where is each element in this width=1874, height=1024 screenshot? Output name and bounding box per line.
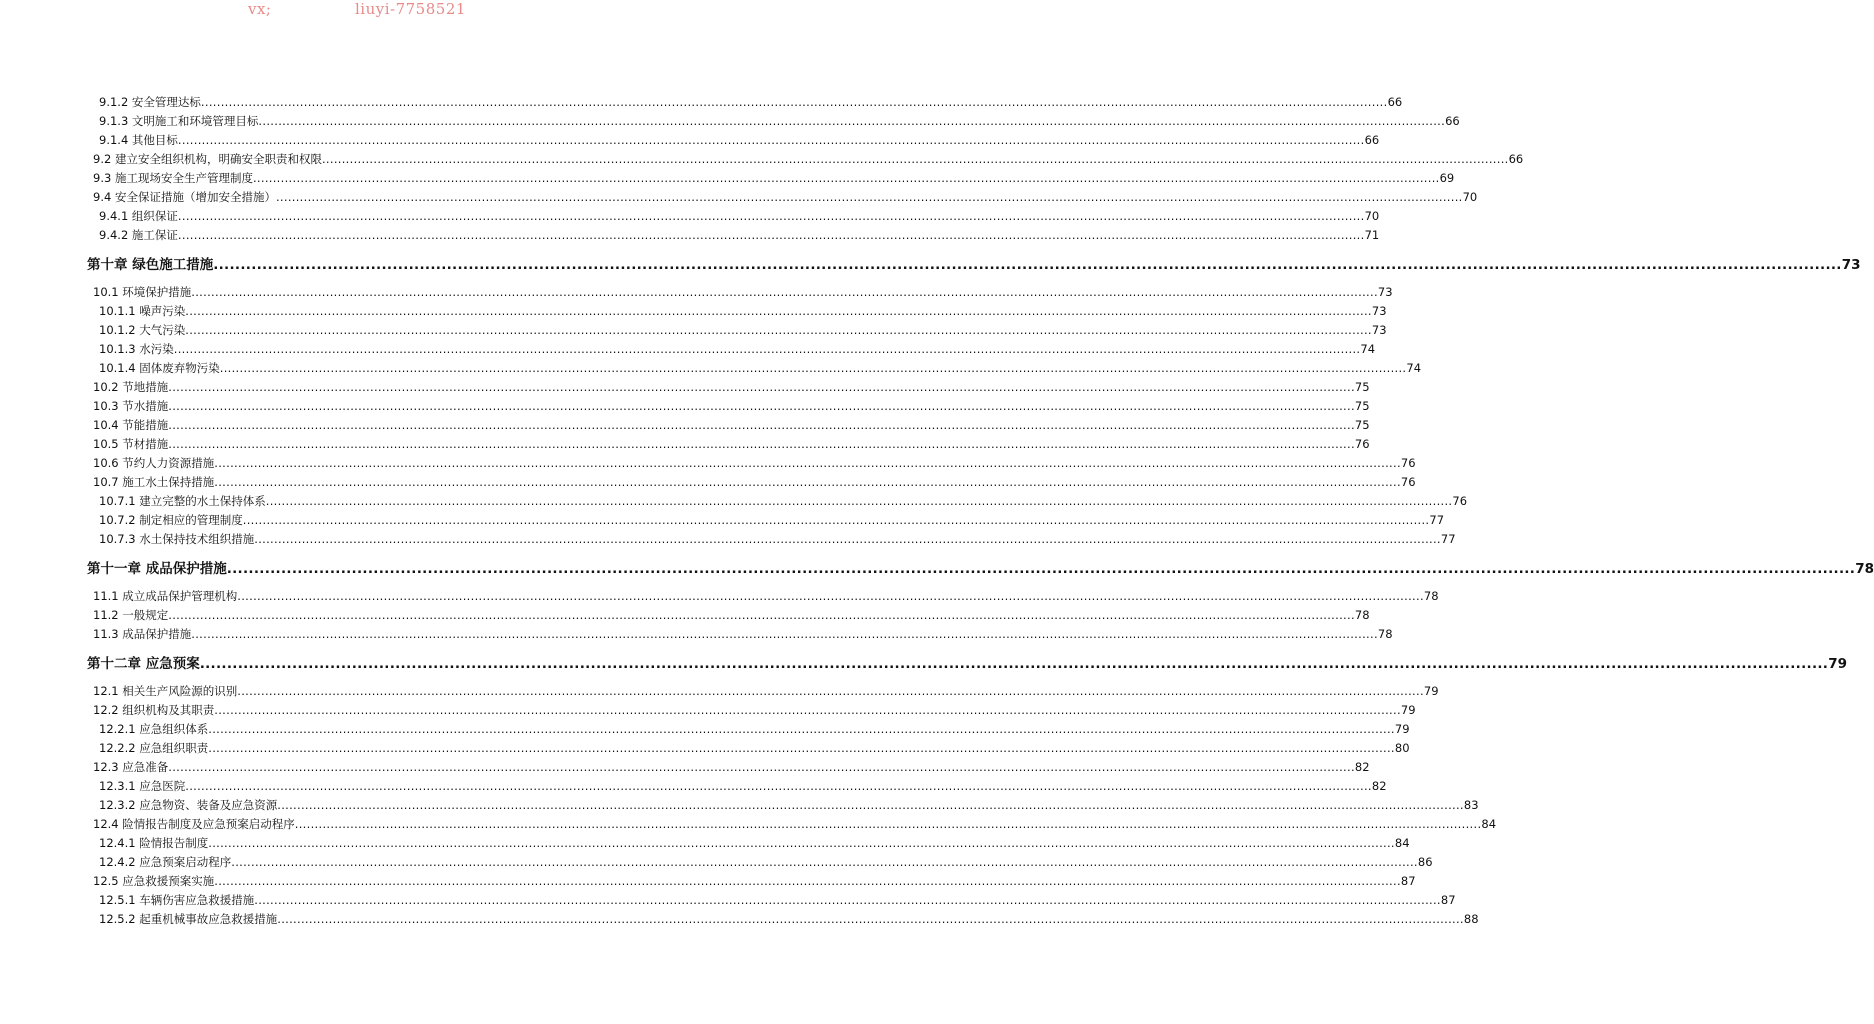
toc-chapter-entry[interactable] [87,255,1861,276]
toc-leader-dots: ............................................................................................................................................................................................................................................................................................................ [168,380,1355,394]
toc-entry-title: 10.4 节能措施 [93,418,169,432]
toc-entry-title: 10.1 环境保护措施 [93,285,192,299]
toc-leader-dots: ............................................................................................................................................................................................................................................................................................................ [294,817,1482,831]
toc-entry[interactable] [93,151,1524,168]
toc-leader-dots: ............................................................................................................................................................................................................................................................................................................ [168,760,1355,774]
toc-entry[interactable] [93,873,1416,890]
toc-entry[interactable] [93,588,1439,605]
toc-entry-title: 10.6 节约人力资源措施 [93,456,215,470]
toc-entry[interactable] [99,94,1403,111]
toc-entry-title: 9.4.1 组织保证 [99,209,178,223]
toc-leader-dots: ............................................................................................................................................................................................................................................................................................................ [168,608,1355,622]
toc-entry-title: 12.3 应急准备 [93,760,169,774]
toc-page-number: 75 [1354,380,1370,394]
toc-page-number: 78 [1377,627,1393,641]
toc-page-number: 77 [1429,513,1445,527]
toc-entry[interactable] [99,778,1387,795]
toc-leader-dots: ............................................................................................................................................................................................................................................................................................................ [237,684,1424,698]
toc-leader-dots: ............................................................................................................................................................................................................................................................................................................ [258,114,1446,128]
toc-entry-title: 10.1.4 固体废弃物污染 [99,361,220,375]
toc-entry[interactable] [93,702,1416,719]
toc-page-number: 78 [1354,608,1370,622]
toc-leader-dots: ............................................................................................................................................................................................................................................................................................................ [214,874,1401,888]
toc-page-number: 66 [1387,95,1403,109]
toc-page-number: 79 [1394,722,1410,736]
toc-leader-dots: ............................................................................................................................................................................................................................................................................................................ [254,532,1441,546]
toc-entry-title: 12.1 相关生产风险源的识别 [93,684,238,698]
toc-page-number: 70 [1364,209,1380,223]
toc-entry[interactable] [99,322,1387,339]
toc-entry[interactable] [99,208,1380,225]
toc-entry[interactable] [93,455,1416,472]
toc-entry[interactable] [99,493,1468,510]
toc-leader-dots: ............................................................................................................................................................................................................................................................................................................ [168,418,1355,432]
toc-page-number: 75 [1354,399,1370,413]
toc-entry-title: 10.2 节地措施 [93,380,169,394]
toc-leader-dots: ............................................................................................................................................................................................................................................................................................................ [177,209,1365,223]
toc-page-number: 88 [1463,912,1479,926]
toc-page-number: 73 [1841,257,1861,273]
toc-leader-dots: ............................................................................................................................................................................................................................................................................................................ [321,152,1509,166]
toc-leader-dots: ............................................................................................................................................................................................................................................................................................................ [191,627,1378,641]
toc-entry[interactable] [93,170,1455,187]
toc-page-number: 77 [1440,532,1456,546]
toc-entry[interactable] [93,626,1393,643]
toc-entry-title: 12.2.1 应急组织体系 [99,722,209,736]
toc-leader-dots: ............................................................................................................................................................................................................................................................................................................ [213,257,1842,273]
toc-entry[interactable] [99,721,1410,738]
toc-entry-title: 12.5.1 车辆伤害应急救援措施 [99,893,255,907]
toc-page-number: 76 [1400,475,1416,489]
toc-entry-title: 12.4 险情报告制度及应急预案启动程序 [93,817,295,831]
watermark-id: liuyi-7758521 [355,0,466,18]
toc-leader-dots: ............................................................................................................................................................................................................................................................................................................ [214,456,1401,470]
toc-page-number: 66 [1508,152,1524,166]
toc-entry[interactable] [99,797,1479,814]
toc-entry-title: 12.4.1 险情报告制度 [99,836,209,850]
toc-chapter-entry[interactable] [87,559,1874,580]
toc-entry[interactable] [93,284,1393,301]
toc-entry-title: 10.1.2 大气污染 [99,323,186,337]
toc-entry[interactable] [93,436,1370,453]
toc-leader-dots: ............................................................................................................................................................................................................................................................................................................ [177,228,1365,242]
toc-entry-title: 9.1.2 安全管理达标 [99,95,201,109]
toc-leader-dots: ............................................................................................................................................................................................................................................................................................................ [199,656,1829,672]
toc-page-number: 71 [1364,228,1380,242]
toc-leader-dots: ............................................................................................................................................................................................................................................................................................................ [208,836,1395,850]
toc-page-number: 76 [1452,494,1468,508]
toc-entry-title: 12.3.2 应急物资、装备及应急资源 [99,798,278,812]
toc-page-number: 78 [1423,589,1439,603]
toc-page-number: 78 [1855,561,1874,577]
toc-entry[interactable] [99,531,1456,548]
toc-entry-title: 12.2.2 应急组织职责 [99,741,209,755]
toc-leader-dots: ............................................................................................................................................................................................................................................................................................................ [168,437,1355,451]
watermark-vx: vx; [248,0,272,18]
toc-leader-dots: ............................................................................................................................................................................................................................................................................................................ [275,190,1463,204]
toc-page-number: 79 [1400,703,1416,717]
toc-leader-dots: ............................................................................................................................................................................................................................................................................................................ [185,323,1372,337]
toc-entry[interactable] [93,683,1439,700]
toc-entry-title: 12.5.2 起重机械事故应急救援措施 [99,912,278,926]
toc-leader-dots: ............................................................................................................................................................................................................................................................................................................ [231,855,1418,869]
toc-entry-title: 9.2 建立安全组织机构，明确安全职责和权限 [93,152,322,166]
toc-entry[interactable] [93,607,1370,624]
toc-entry-title: 12.2 组织机构及其职责 [93,703,215,717]
toc-page-number: 87 [1440,893,1456,907]
toc-leader-dots: ............................................................................................................................................................................................................................................................................................................ [277,798,1464,812]
toc-entry[interactable] [99,892,1456,909]
toc-entry[interactable] [93,474,1416,491]
toc-entry-title: 10.7.2 制定相应的管理制度 [99,513,243,527]
toc-leader-dots: ............................................................................................................................................................................................................................................................................................................ [173,342,1361,356]
toc-entry-title: 10.7.3 水土保持技术组织措施 [99,532,255,546]
toc-entry-title: 9.3 施工现场安全生产管理制度 [93,171,253,185]
toc-leader-dots: ............................................................................................................................................................................................................................................................................................................ [219,361,1407,375]
toc-page-number: 66 [1445,114,1460,128]
toc-entry-title: 10.1.3 水污染 [99,342,174,356]
toc-entry[interactable] [99,854,1433,871]
toc-entry[interactable] [99,132,1380,149]
toc-entry[interactable] [93,398,1370,415]
toc-leader-dots: ............................................................................................................................................................................................................................................................................................................ [252,171,1440,185]
toc-page-number: 76 [1400,456,1416,470]
toc-entry-title: 第十一章 成品保护措施 [87,561,227,577]
toc-page-number: 83 [1463,798,1479,812]
toc-entry-title: 第十章 绿色施工措施 [87,257,214,273]
toc-leader-dots: ............................................................................................................................................................................................................................................................................................................ [191,285,1378,299]
toc-leader-dots: ............................................................................................................................................................................................................................................................................................................ [208,741,1395,755]
toc-entry-title: 10.7.1 建立完整的水土保持体系 [99,494,266,508]
toc-entry[interactable] [99,227,1380,244]
toc-page-number: 84 [1394,836,1410,850]
toc-entry-title: 11.1 成立成品保护管理机构 [93,589,238,603]
toc-leader-dots: ............................................................................................................................................................................................................................................................................................................ [237,589,1424,603]
toc-page-number: 70 [1462,190,1478,204]
toc-page-number: 79 [1828,656,1848,672]
toc-entry[interactable] [99,740,1410,757]
toc-chapter-entry[interactable] [87,654,1848,675]
toc-page-number: 75 [1354,418,1370,432]
toc-page-number: 86 [1417,855,1433,869]
toc-page-number: 76 [1354,437,1370,451]
toc-page-number: 69 [1439,171,1455,185]
toc-entry-title: 9.1.4 其他目标 [99,133,178,147]
toc-page-number: 82 [1354,760,1370,774]
toc-leader-dots: ............................................................................................................................................................................................................................................................................................................ [214,475,1401,489]
toc-entry[interactable] [93,759,1370,776]
toc-leader-dots: ............................................................................................................................................................................................................................................................................................................ [265,494,1453,508]
toc-entry-title: 10.3 节水措施 [93,399,169,413]
toc-page-number: 73 [1371,304,1387,318]
toc-leader-dots: ............................................................................................................................................................................................................................................................................................................ [214,703,1401,717]
toc-page-number: 66 [1364,133,1380,147]
toc-page-number: 73 [1377,285,1393,299]
toc-leader-dots: ............................................................................................................................................................................................................................................................................................................ [200,95,1388,109]
toc-leader-dots: ............................................................................................................................................................................................................................................................................................................ [226,561,1856,577]
toc-page-number: 80 [1394,741,1410,755]
toc-entry-title: 第十二章 应急预案 [87,656,200,672]
toc-entry[interactable] [99,911,1479,928]
toc-leader-dots: ............................................................................................................................................................................................................................................................................................................ [185,779,1372,793]
toc-entry[interactable] [99,360,1422,377]
toc-entry[interactable] [99,835,1410,852]
toc-leader-dots: ............................................................................................................................................................................................................................................................................................................ [177,133,1365,147]
toc-entry-title: 10.5 节材措施 [93,437,169,451]
toc-entry[interactable] [93,189,1478,206]
toc-leader-dots: ............................................................................................................................................................................................................................................................................................................ [277,912,1464,926]
toc-leader-dots: ............................................................................................................................................................................................................................................................................................................ [208,722,1395,736]
toc-page-number: 74 [1360,342,1376,356]
toc-entry-title: 11.2 一般规定 [93,608,169,622]
toc-entry-title: 9.1.3 文明施工和环境管理目标 [99,114,259,128]
toc-entry[interactable] [93,816,1497,833]
toc-leader-dots: ............................................................................................................................................................................................................................................................................................................ [254,893,1441,907]
watermark [0,0,724,22]
toc-page-number: 84 [1481,817,1497,831]
toc-entry-title: 12.5 应急救援预案实施 [93,874,215,888]
toc-entry[interactable] [93,417,1370,434]
toc-entry-title: 12.3.1 应急医院 [99,779,186,793]
toc-entry-title: 12.4.2 应急预案启动程序 [99,855,232,869]
toc-entry-title: 10.1.1 噪声污染 [99,304,186,318]
toc-page-number: 74 [1406,361,1422,375]
toc-entry[interactable] [99,303,1387,320]
toc-page-number: 79 [1423,684,1439,698]
toc-entry-title: 9.4.2 施工保证 [99,228,178,242]
toc-entry-title: 9.4 安全保证措施（增加安全措施） [93,190,276,204]
toc-entry-title: 11.3 成品保护措施 [93,627,192,641]
toc-entry-title: 10.7 施工水土保持措施 [93,475,215,489]
toc-leader-dots: ............................................................................................................................................................................................................................................................................................................ [168,399,1355,413]
toc-leader-dots: ............................................................................................................................................................................................................................................................................................................ [242,513,1430,527]
toc-entry[interactable] [99,113,1460,130]
toc-page-number: 82 [1371,779,1387,793]
toc-entry[interactable] [93,379,1370,396]
toc-page-number: 87 [1400,874,1416,888]
toc-entry[interactable] [99,341,1376,358]
toc-page-number: 73 [1371,323,1387,337]
toc-entry[interactable] [99,512,1445,529]
toc-leader-dots: ............................................................................................................................................................................................................................................................................................................ [185,304,1372,318]
